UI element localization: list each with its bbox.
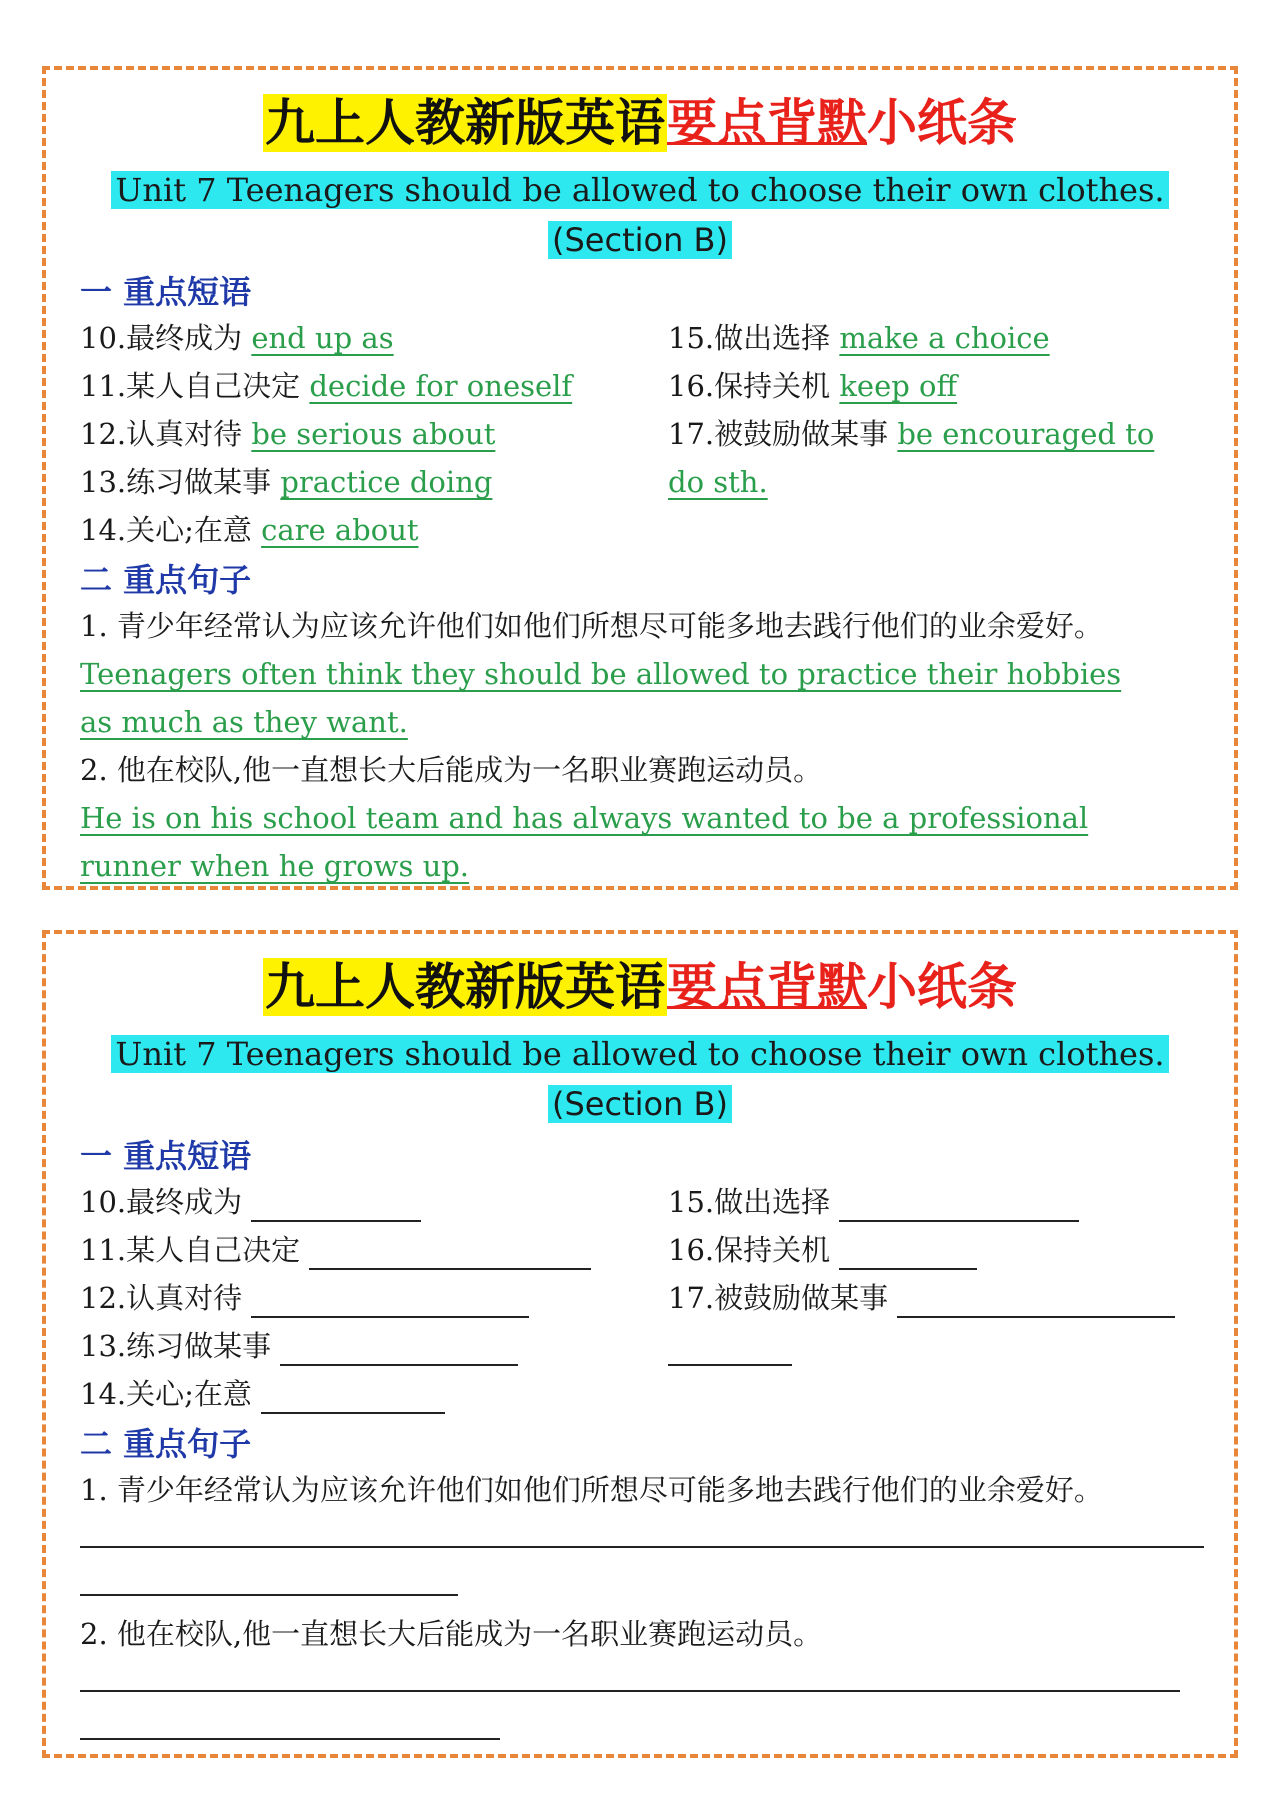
phrase-answer: end up as <box>251 321 394 355</box>
unit-title: Unit 7 Teenagers should be allowed to choose their own clothes. <box>46 1030 1234 1078</box>
answer-line[interactable] <box>80 1738 500 1740</box>
answer-line[interactable] <box>80 1594 458 1596</box>
phrase-answer: do sth. <box>668 465 768 499</box>
phrase-answer: practice doing <box>280 465 493 499</box>
phrase-item: 13.练习做某事 <box>80 1326 518 1366</box>
phrase-answer: make a choice <box>839 321 1050 355</box>
answer-blank[interactable] <box>280 1334 518 1366</box>
phrase-answer: keep off <box>839 369 958 403</box>
answer-blank[interactable] <box>251 1190 421 1222</box>
unit-title: Unit 7 Teenagers should be allowed to choose their own clothes. <box>46 166 1234 214</box>
sentence-prompt: 2. 他在校队,他一直想长大后能成为一名职业赛跑运动员。 <box>80 1617 823 1651</box>
title-red-rest: 小纸条 <box>867 958 1017 1016</box>
title-red-underlined: 要点背默 <box>667 94 867 152</box>
phrase-item: 16.保持关机 keep off <box>668 366 971 406</box>
sentence-prompt: 1. 青少年经常认为应该允许他们如他们所想尽可能多地去践行他们的业余爱好。 <box>80 609 1103 643</box>
sentence-answer: runner when he grows up. <box>80 849 470 883</box>
title-red-underlined: 要点背默 <box>667 958 867 1016</box>
phrase-item: 12.认真对待 <box>80 1278 529 1318</box>
phrase-item: 10.最终成为 end up as <box>80 318 408 358</box>
title-highlight: 九上人教新版英语 <box>265 958 665 1016</box>
answer-blank[interactable] <box>897 1286 1175 1318</box>
answer-line[interactable] <box>80 1546 1204 1548</box>
phrase-item: 15.做出选择 make a choice <box>668 318 1064 358</box>
sentence-prompt: 1. 青少年经常认为应该允许他们如他们所想尽可能多地去践行他们的业余爱好。 <box>80 1473 1103 1507</box>
answer-blank[interactable] <box>251 1286 529 1318</box>
phrase-item: 14.关心;在意 care about <box>80 510 433 550</box>
section-label: (Section B) <box>46 1080 1234 1128</box>
title-red-rest: 小纸条 <box>867 94 1017 152</box>
answer-blank[interactable] <box>668 1334 792 1366</box>
answer-blank[interactable] <box>309 1238 591 1270</box>
phrase-item: 14.关心;在意 <box>80 1374 445 1414</box>
phrase-item: 11.某人自己决定 <box>80 1230 591 1270</box>
phrases-heading: 一 重点短语 <box>80 273 252 311</box>
sentences-heading: 二 重点句子 <box>80 561 252 599</box>
answer-blank[interactable] <box>261 1382 445 1414</box>
sentence-answer: Teenagers often think they should be allowed to practice their hobbies <box>80 657 1122 691</box>
title-red <box>667 94 1017 152</box>
blank-card <box>42 930 1238 1758</box>
phrase-answer: be serious about <box>251 417 496 451</box>
phrase-item: 12.认真对待 be serious about <box>80 414 509 454</box>
phrase-item: 13.练习做某事 practice doing <box>80 462 506 502</box>
phrase-item: 11.某人自己决定 decide for oneself <box>80 366 586 406</box>
phrase-answer: decide for oneself <box>309 369 573 403</box>
phrase-item: 17.被鼓励做某事 be encouraged to <box>668 414 1168 454</box>
phrase-item: 15.做出选择 <box>668 1182 1079 1222</box>
phrase-item: 10.最终成为 <box>80 1182 421 1222</box>
answer-line[interactable] <box>80 1690 1180 1692</box>
sentence-prompt: 2. 他在校队,他一直想长大后能成为一名职业赛跑运动员。 <box>80 753 823 787</box>
phrase-item: 17.被鼓励做某事 <box>668 1278 1175 1318</box>
title-highlight: 九上人教新版英语 <box>265 94 665 152</box>
phrase-answer: care about <box>261 513 419 547</box>
card-title <box>46 90 1234 156</box>
sentence-answer: He is on his school team and has always wanted to be a professional <box>80 801 1089 835</box>
phrase-item-continued <box>668 462 782 502</box>
phrase-item: 16.保持关机 <box>668 1230 977 1270</box>
answer-blank[interactable] <box>839 1238 977 1270</box>
phrase-item-continued <box>668 1326 792 1366</box>
answer-blank[interactable] <box>839 1190 1079 1222</box>
phrase-answer: be encouraged to <box>897 417 1155 451</box>
sentences-heading: 二 重点句子 <box>80 1425 252 1463</box>
answer-card <box>42 66 1238 890</box>
sentence-answer: as much as they want. <box>80 705 408 739</box>
card-title <box>46 954 1234 1020</box>
phrases-heading: 一 重点短语 <box>80 1137 252 1175</box>
section-label: (Section B) <box>46 216 1234 264</box>
title-red <box>667 958 1017 1016</box>
